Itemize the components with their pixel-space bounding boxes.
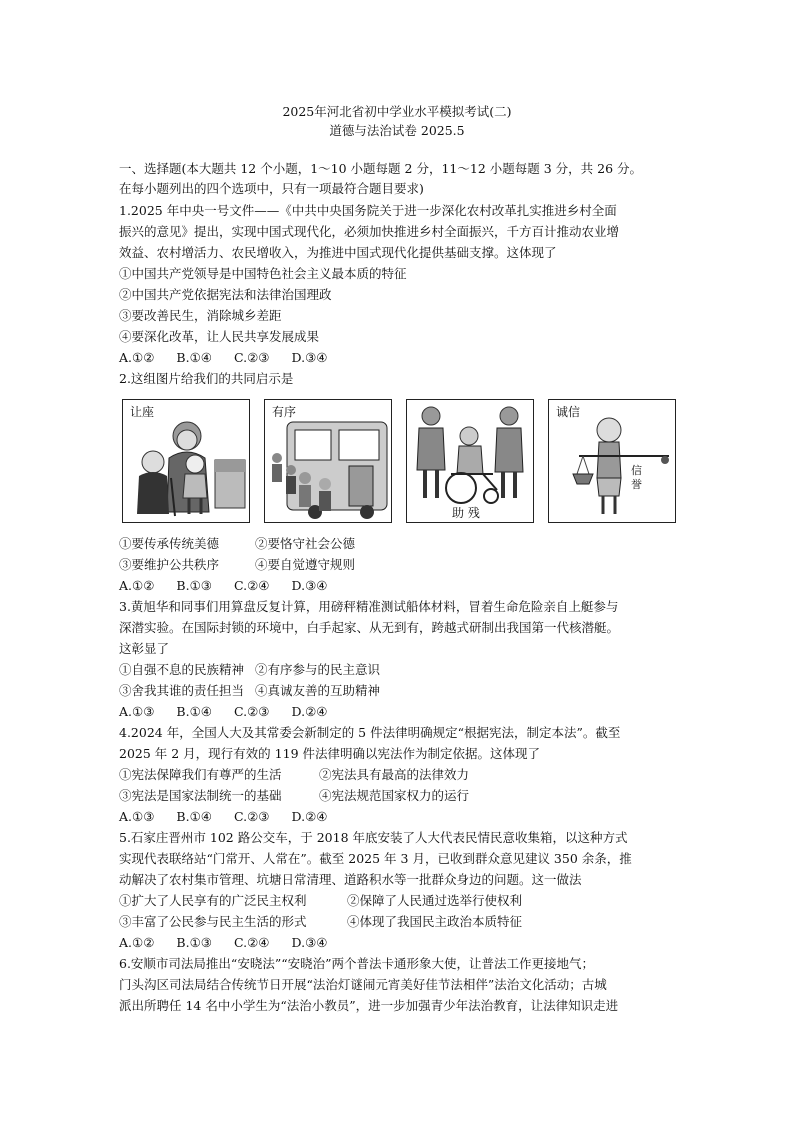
q6-stem-line-2: 门头沟区司法局结合传统节日开展“法治灯谜闹元宵美好佳节法相伴”法治文化活动；古城 bbox=[119, 977, 607, 992]
picture-offer-seat bbox=[122, 399, 250, 523]
section-instructions-1: 一、选择题(本大题共 12 个小题，1～10 小题每题 2 分，11～12 小题每题 3 分，共 26 分。 bbox=[119, 161, 642, 176]
q5-option-b[interactable]: B.①③ bbox=[176, 935, 212, 950]
q1-statement-3: ③要改善民生，消除城乡差距 bbox=[119, 308, 282, 323]
q4-option-c[interactable]: C.②③ bbox=[234, 809, 270, 824]
q1-statement-4: ④要深化改革，让人民共享发展成果 bbox=[119, 329, 320, 344]
q1-statement-2: ②中国共产党依据宪法和法律治国理政 bbox=[119, 287, 332, 302]
picture-caption-help-disabled: 助 残 bbox=[452, 506, 480, 520]
q5-option-d[interactable]: D.③④ bbox=[291, 935, 328, 950]
q4-statement-3: ③宪法是国家法制统一的基础 bbox=[119, 788, 282, 803]
q4-statement-4: ④宪法规范国家权力的运行 bbox=[319, 788, 470, 803]
picture-help-disabled bbox=[406, 399, 534, 523]
q3-option-a[interactable]: A.①③ bbox=[119, 704, 155, 719]
q1-option-b[interactable]: B.①④ bbox=[176, 350, 212, 365]
q1-option-a[interactable]: A.①② bbox=[119, 350, 155, 365]
q2-option-d[interactable]: D.③④ bbox=[291, 578, 328, 593]
q3-option-b[interactable]: B.①④ bbox=[176, 704, 212, 719]
q1-option-d[interactable]: D.③④ bbox=[291, 350, 328, 365]
picture-integrity bbox=[548, 399, 676, 523]
q4-statement-row-1 bbox=[119, 766, 469, 784]
q5-statement-row-2 bbox=[119, 913, 522, 931]
q3-option-d[interactable]: D.②④ bbox=[291, 704, 328, 719]
q5-stem-line-3: 动解决了农村集市管理、坑塘日常清理、道路积水等一批群众身边的问题。这一做法 bbox=[119, 872, 582, 887]
picture-orderly-queue bbox=[264, 399, 392, 523]
picture-caption-orderly: 有序 bbox=[272, 405, 297, 419]
q4-option-d[interactable]: D.②④ bbox=[291, 809, 328, 824]
q2-statement-3: ③要维护公共秩序 bbox=[119, 557, 220, 572]
q2-statement-2: ②要恪守社会公德 bbox=[255, 536, 356, 551]
q5-options bbox=[119, 934, 327, 952]
q2-option-c[interactable]: C.②④ bbox=[234, 578, 270, 593]
q3-statement-3: ③舍我其谁的责任担当 bbox=[119, 683, 245, 698]
q3-statement-4: ④真诚友善的互助精神 bbox=[255, 683, 381, 698]
q2-option-b[interactable]: B.①③ bbox=[176, 578, 212, 593]
q3-stem-line-2: 深潜实验。在国际封锁的环境中，白手起家、从无到有，跨越式研制出我国第一代核潜艇。 bbox=[119, 620, 620, 635]
q2-statement-row-2 bbox=[119, 556, 355, 574]
q2-options bbox=[119, 577, 327, 595]
q4-option-b[interactable]: B.①④ bbox=[176, 809, 212, 824]
q4-statement-2: ②宪法具有最高的法律效力 bbox=[319, 767, 470, 782]
q4-option-a[interactable]: A.①③ bbox=[119, 809, 155, 824]
q2-statement-1: ①要传承传统美德 bbox=[119, 536, 220, 551]
q2-option-a[interactable]: A.①② bbox=[119, 578, 155, 593]
q1-stem-line-2: 振兴的意见》提出，实现中国式现代化，必须加快推进乡村全面振兴，千方百计推动农业增 bbox=[119, 224, 620, 239]
section-instructions-2: 在每小题列出的四个选项中，只有一项最符合题目要求) bbox=[119, 181, 424, 196]
q5-stem-line-1: 5.石家庄晋州市 102 路公交车，于 2018 年底安装了人大代表民情民意收集箱，以这种方式 bbox=[119, 830, 628, 845]
exam-title: 2025年河北省初中学业水平模拟考试(二) bbox=[282, 104, 512, 119]
q6-stem-line-3: 派出所聘任 14 名中小学生为“法治小教员”，进一步加强青少年法治教育，让法律知识走进 bbox=[119, 998, 619, 1013]
q5-statement-1: ①扩大了人民享有的广泛民主权利 bbox=[119, 893, 307, 908]
q5-option-a[interactable]: A.①② bbox=[119, 935, 155, 950]
q3-stem-line-3: 这彰显了 bbox=[119, 641, 170, 656]
q1-stem-line-1: 1.2025 年中央一号文件——《中共中央国务院关于进一步深化农村改革扎实推进乡村全面 bbox=[119, 203, 617, 218]
scale-weight-label: 信誉 bbox=[631, 464, 642, 491]
q4-options bbox=[119, 808, 327, 826]
q4-stem-line-2: 2025 年 2 月，现行有效的 119 件法律明确以宪法作为制定依据。这体现了 bbox=[119, 746, 540, 761]
q3-statement-row-1 bbox=[119, 661, 380, 679]
q3-options bbox=[119, 703, 327, 721]
q4-statement-1: ①宪法保障我们有尊严的生活 bbox=[119, 767, 282, 782]
q4-stem-line-1: 4.2024 年，全国人大及其常委会新制定的 5 件法律明确规定“根据宪法，制定本法”。截至 bbox=[119, 725, 621, 740]
q3-statement-1: ①自强不息的民族精神 bbox=[119, 662, 245, 677]
q2-stem: 2.这组图片给我们的共同启示是 bbox=[119, 371, 294, 386]
q1-options bbox=[119, 349, 327, 367]
q3-statement-2: ②有序参与的民主意识 bbox=[255, 662, 381, 677]
picture-caption-offer-seat: 让座 bbox=[130, 405, 155, 419]
q5-statement-row-1 bbox=[119, 892, 522, 910]
q3-statement-row-2 bbox=[119, 682, 380, 700]
picture-caption-integrity: 诚信 bbox=[556, 405, 581, 419]
q6-stem-line-1: 6.安顺市司法局推出“安晓法”“安晓治”两个普法卡通形象大使，让普法工作更接地气； bbox=[119, 956, 594, 971]
q1-statement-1: ①中国共产党领导是中国特色社会主义最本质的特征 bbox=[119, 266, 407, 281]
q1-option-c[interactable]: C.②③ bbox=[234, 350, 270, 365]
q2-statement-row-1 bbox=[119, 535, 355, 553]
q5-statement-2: ②保障了人民通过选举行使权利 bbox=[347, 893, 523, 908]
q2-statement-4: ④要自觉遵守规则 bbox=[255, 557, 356, 572]
q3-stem-line-1: 3.黄旭华和同事们用算盘反复计算，用磅秤精准测试船体材料，冒着生命危险亲自上艇参与 bbox=[119, 599, 619, 614]
q5-statement-4: ④体现了我国民主政治本质特征 bbox=[347, 914, 523, 929]
q3-option-c[interactable]: C.②③ bbox=[234, 704, 270, 719]
q5-stem-line-2: 实现代表联络站“门常开、人常在”。截至 2025 年 3 月，已收到群众意见建议 350 余条，推 bbox=[119, 851, 632, 866]
q5-option-c[interactable]: C.②④ bbox=[234, 935, 270, 950]
exam-subtitle: 道德与法治试卷 2025.5 bbox=[329, 123, 465, 138]
q5-statement-3: ③丰富了公民参与民主生活的形式 bbox=[119, 914, 307, 929]
q1-stem-line-3: 效益、农村增活力、农民增收入，为推进中国式现代化提供基础支撑。这体现了 bbox=[119, 245, 557, 260]
q4-statement-row-2 bbox=[119, 787, 469, 805]
